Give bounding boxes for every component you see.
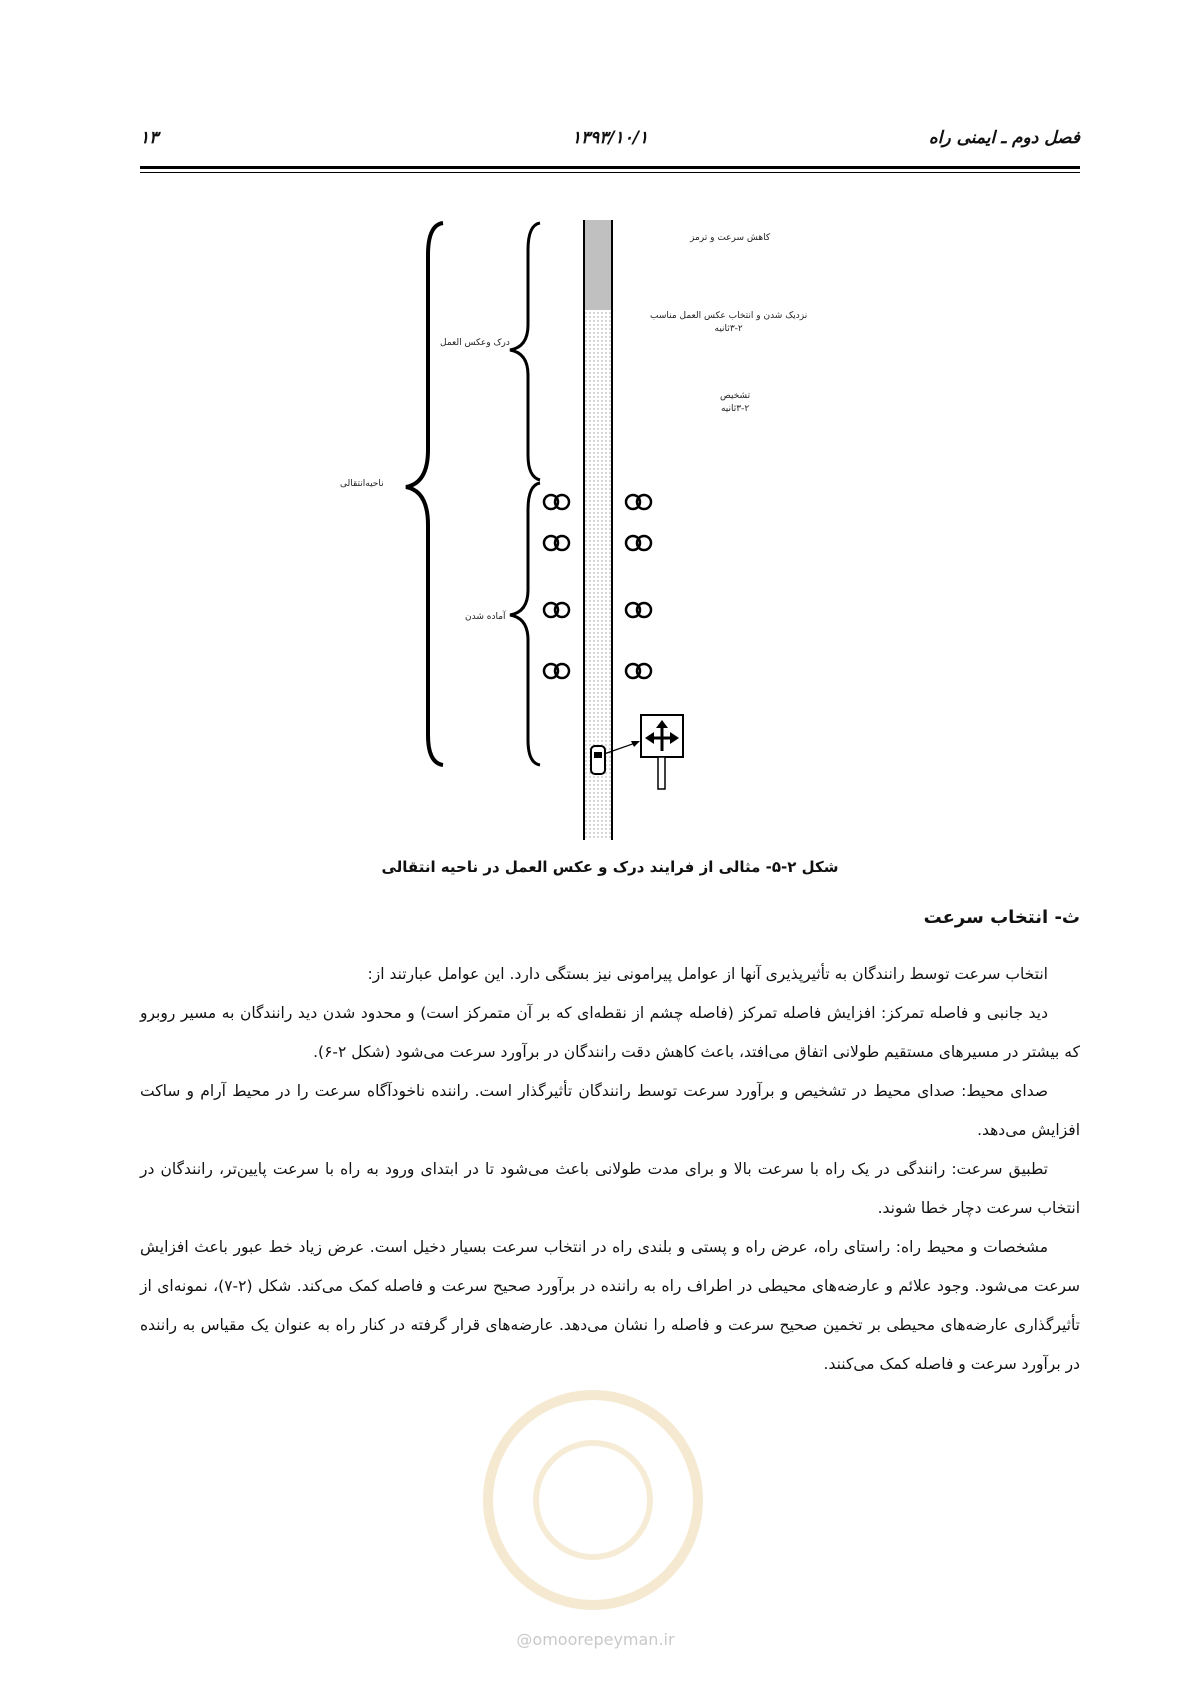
chapter-title: فصل دوم ـ ایمنی راه [928,128,1080,148]
label-approach-time: ۳-۲ثانیه [714,324,743,334]
header-rule-thin [140,172,1080,173]
label-transition: ناحیه‌انتقالی [340,479,384,489]
paragraph-road-environment: مشخصات و محیط راه: راستای راه، عرض راه و پستی و بلندی راه در انتخاب سرعت بسیار دخیل است. عرض زیاد خط عبور باعث افزایش سرعت می‌شود. وجود علائم و عارضه‌های محیطی در اطراف راه به راننده در برآورد صحیح سرعت و فاصله کمک می‌کند. شکل (۲-۷)، نمونه‌ای از تأثیرگذاری عارضه‌های محیطی بر تخمین صحیح سرعت و فاصله را نشان می‌دهد. عارضه‌های قرار گرفته در کنار راه به عنوان یک مقیاس به راننده در برآورد سرعت و فاصله کمک می‌کنند. [140,1238,1080,1373]
brace-prepare [510,483,540,765]
paragraph-peripheral-vision: دید جانبی و فاصله تمرکز: افزایش فاصله تمرکز (فاصله چشم از نقطه‌ای که بر آن متمرکز است) و محدود شدن دید رانندگان به مسیر روبرو که بیشتر در مسیرهای مستقیم طولانی اتفاق می‌افتد، باعث کاهش دقت رانندگان در برآورد سرعت می‌شود (شکل ۲-۶). [140,1004,1080,1061]
roadside-trees-left [544,495,569,678]
label-detect [720,390,750,416]
label-approach-text: نزدیک شدن و انتخاب عکس العمل مناسب [650,311,808,321]
label-slowdown: کاهش سرعت و ترمز [690,233,771,243]
label-approach [650,310,807,336]
page-header [140,128,1080,156]
section-title: ث- انتخاب سرعت [923,907,1080,928]
header-rule-thick [140,166,1080,169]
body-text [140,955,1080,1384]
label-detect-text: تشخیص [720,391,751,401]
label-perception: درک وعکس العمل [440,338,510,348]
vehicle-icon [591,746,605,774]
label-prepare: آماده شدن [465,612,506,622]
paragraph-intro: انتخاب سرعت توسط رانندگان به تأثیرپذیری آنها از عوامل پیرامونی نیز بستگی دارد. این عوامل عبارتند از: [367,965,1048,983]
roadside-trees-right [626,495,651,678]
page-number: ۱۳ [140,128,159,148]
figure-caption: شکل ۲-۵- مثالی از فرایند درک و عکس العمل در ناحیه انتقالی [381,858,839,876]
header-date: ۱۳۹۳/۱۰/۱ [571,128,649,148]
watermark-seal [483,1390,703,1610]
brace-perception [510,223,540,480]
brace-transition [406,223,443,765]
perception-reaction-figure [340,215,860,845]
paragraph-ambient-sound: صدای محیط: صدای محیط در تشخیص و برآورد سرعت توسط رانندگان تأثیرگذار است. راننده ناخودآگاه سرعت را در محیط آرام و ساکت افزایش می‌دهد. [140,1082,1080,1139]
label-detect-time: ۳-۲ثانیه [720,404,750,414]
paragraph-speed-adaptation: تطبیق سرعت: رانندگی در یک راه با سرعت بالا و برای مدت طولانی باعث می‌شود تا در ابتدای ورود به راه با سرعت پایین‌تر، رانندگان در انتخاب سرعت دچار خطا شوند. [140,1160,1080,1217]
road-sign-icon [641,715,683,789]
watermark-site: @omoorepeyman.ir [516,1630,675,1649]
